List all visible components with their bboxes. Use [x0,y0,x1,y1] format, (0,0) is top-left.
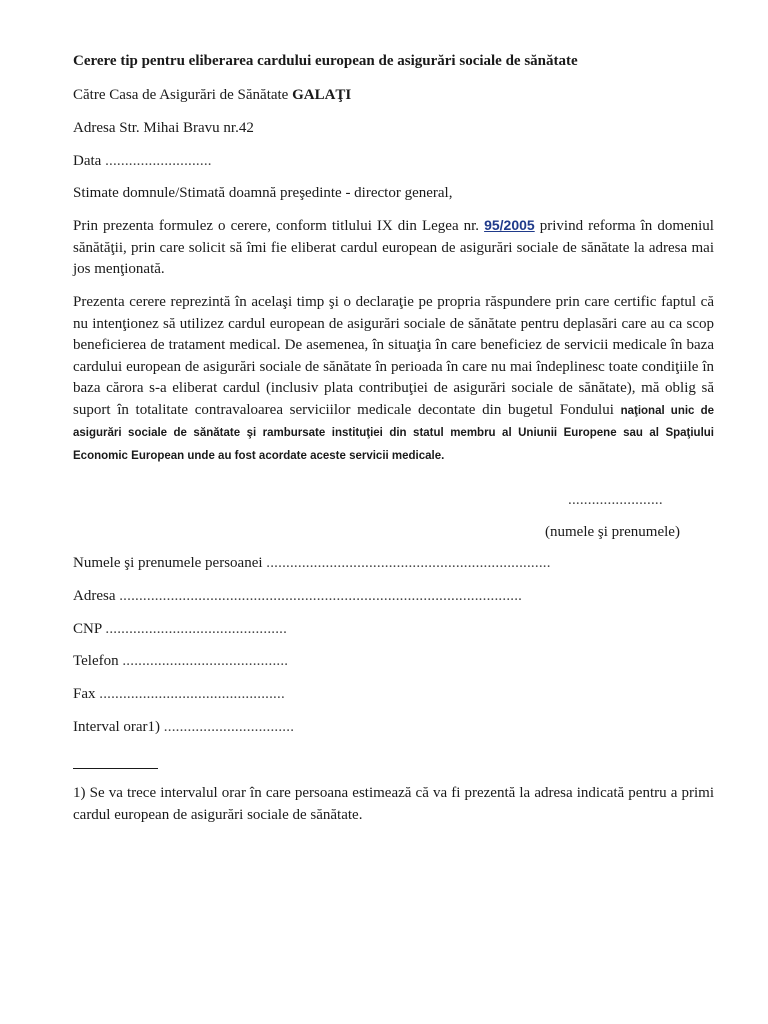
paragraph-request [73,215,714,281]
date-dots: ........................... [105,153,212,169]
field-label: CNP [73,621,106,637]
field-label: Interval orar1) [73,719,164,735]
recipient-line [73,85,351,105]
recipient-city: GALAŢI [292,87,352,103]
date-line [73,151,212,171]
signature-dots: ........................ [568,492,663,508]
field-dots: .......................................... [122,653,289,669]
paragraph-request-text-1: Prin prezenta formulez o cerere, conform titlului IX din Legea nr. [73,218,485,234]
field-label: Telefon [73,653,123,669]
signature-label: (numele şi prenumele) [545,524,680,540]
field-full-name [73,553,551,573]
field-phone [73,651,288,671]
footnote: 1) Se va trece intervalul orar în care persoana estimează că va fi prezentă la adresa indicată pentru a primi cardul european de asigurări sociale de sănătate. [73,785,714,823]
salutation: Stimate domnule/Stimată doamnă preşedinte - director general, [73,185,453,201]
field-fax [73,684,285,704]
field-time-interval [73,717,294,737]
address-line: Adresa Str. Mihai Bravu nr.42 [73,120,254,136]
law-link[interactable]: 95/2005 [484,217,535,233]
field-dots: .............................................. [105,621,288,637]
paragraph-request-text-2: privind reforma în domeniul sănătăţii, prin care solicit să îmi fie eliberat cardul european de asigurări sociale de sănătate la adresa mai jos menţionată. [73,218,714,277]
date-label: Data [73,153,106,169]
field-address [73,586,522,606]
recipient-prefix: Către Casa de Asigurări de Sănătate [73,87,293,103]
field-dots: ................................. [163,719,295,735]
field-dots: ............................................... [99,686,285,702]
document-title: Cerere tip pentru eliberarea cardului european de asigurări sociale de sănătate [73,53,578,69]
field-dots: ........................................................................ [266,555,551,571]
declaration-text: Prezenta cerere reprezintă în acelaşi timp şi o declaraţie pe propria răspundere prin care certific faptul că nu intenţionez să utilizez cardul european de asigurări sociale de sănătate pentru deplasări care au ca scop beneficierea de tratament medical. De asemenea, în situaţia în care beneficiez de servicii medicale în baza cardului european de asigurări sociale de sănătate în perioada în care nu mai îndeplinesc toate condiţiile în baza cărora s-a eliberat cardul (inclusiv plata contribuţiei de asigurări sociale de sănătate), mă oblig să suport în totalitate contravaloarea serviciilor medicale decontate din bugetul Fondului [73,294,714,418]
field-dots: ...................................................................................................... [119,588,523,604]
field-label: Numele şi prenumele persoanei [73,555,267,571]
footnote-divider [73,768,158,769]
declaration-text-bold: naţional unic de asigurări sociale de sănătate şi rambursate instituţiei din statul membru al Uniunii Europene sau al Spaţiului Economic European unde au fost acordate aceste servicii medicale. [73,404,714,462]
field-label: Fax [73,686,100,702]
paragraph-declaration [73,292,714,467]
field-label: Adresa [73,588,120,604]
field-cnp [73,619,287,639]
